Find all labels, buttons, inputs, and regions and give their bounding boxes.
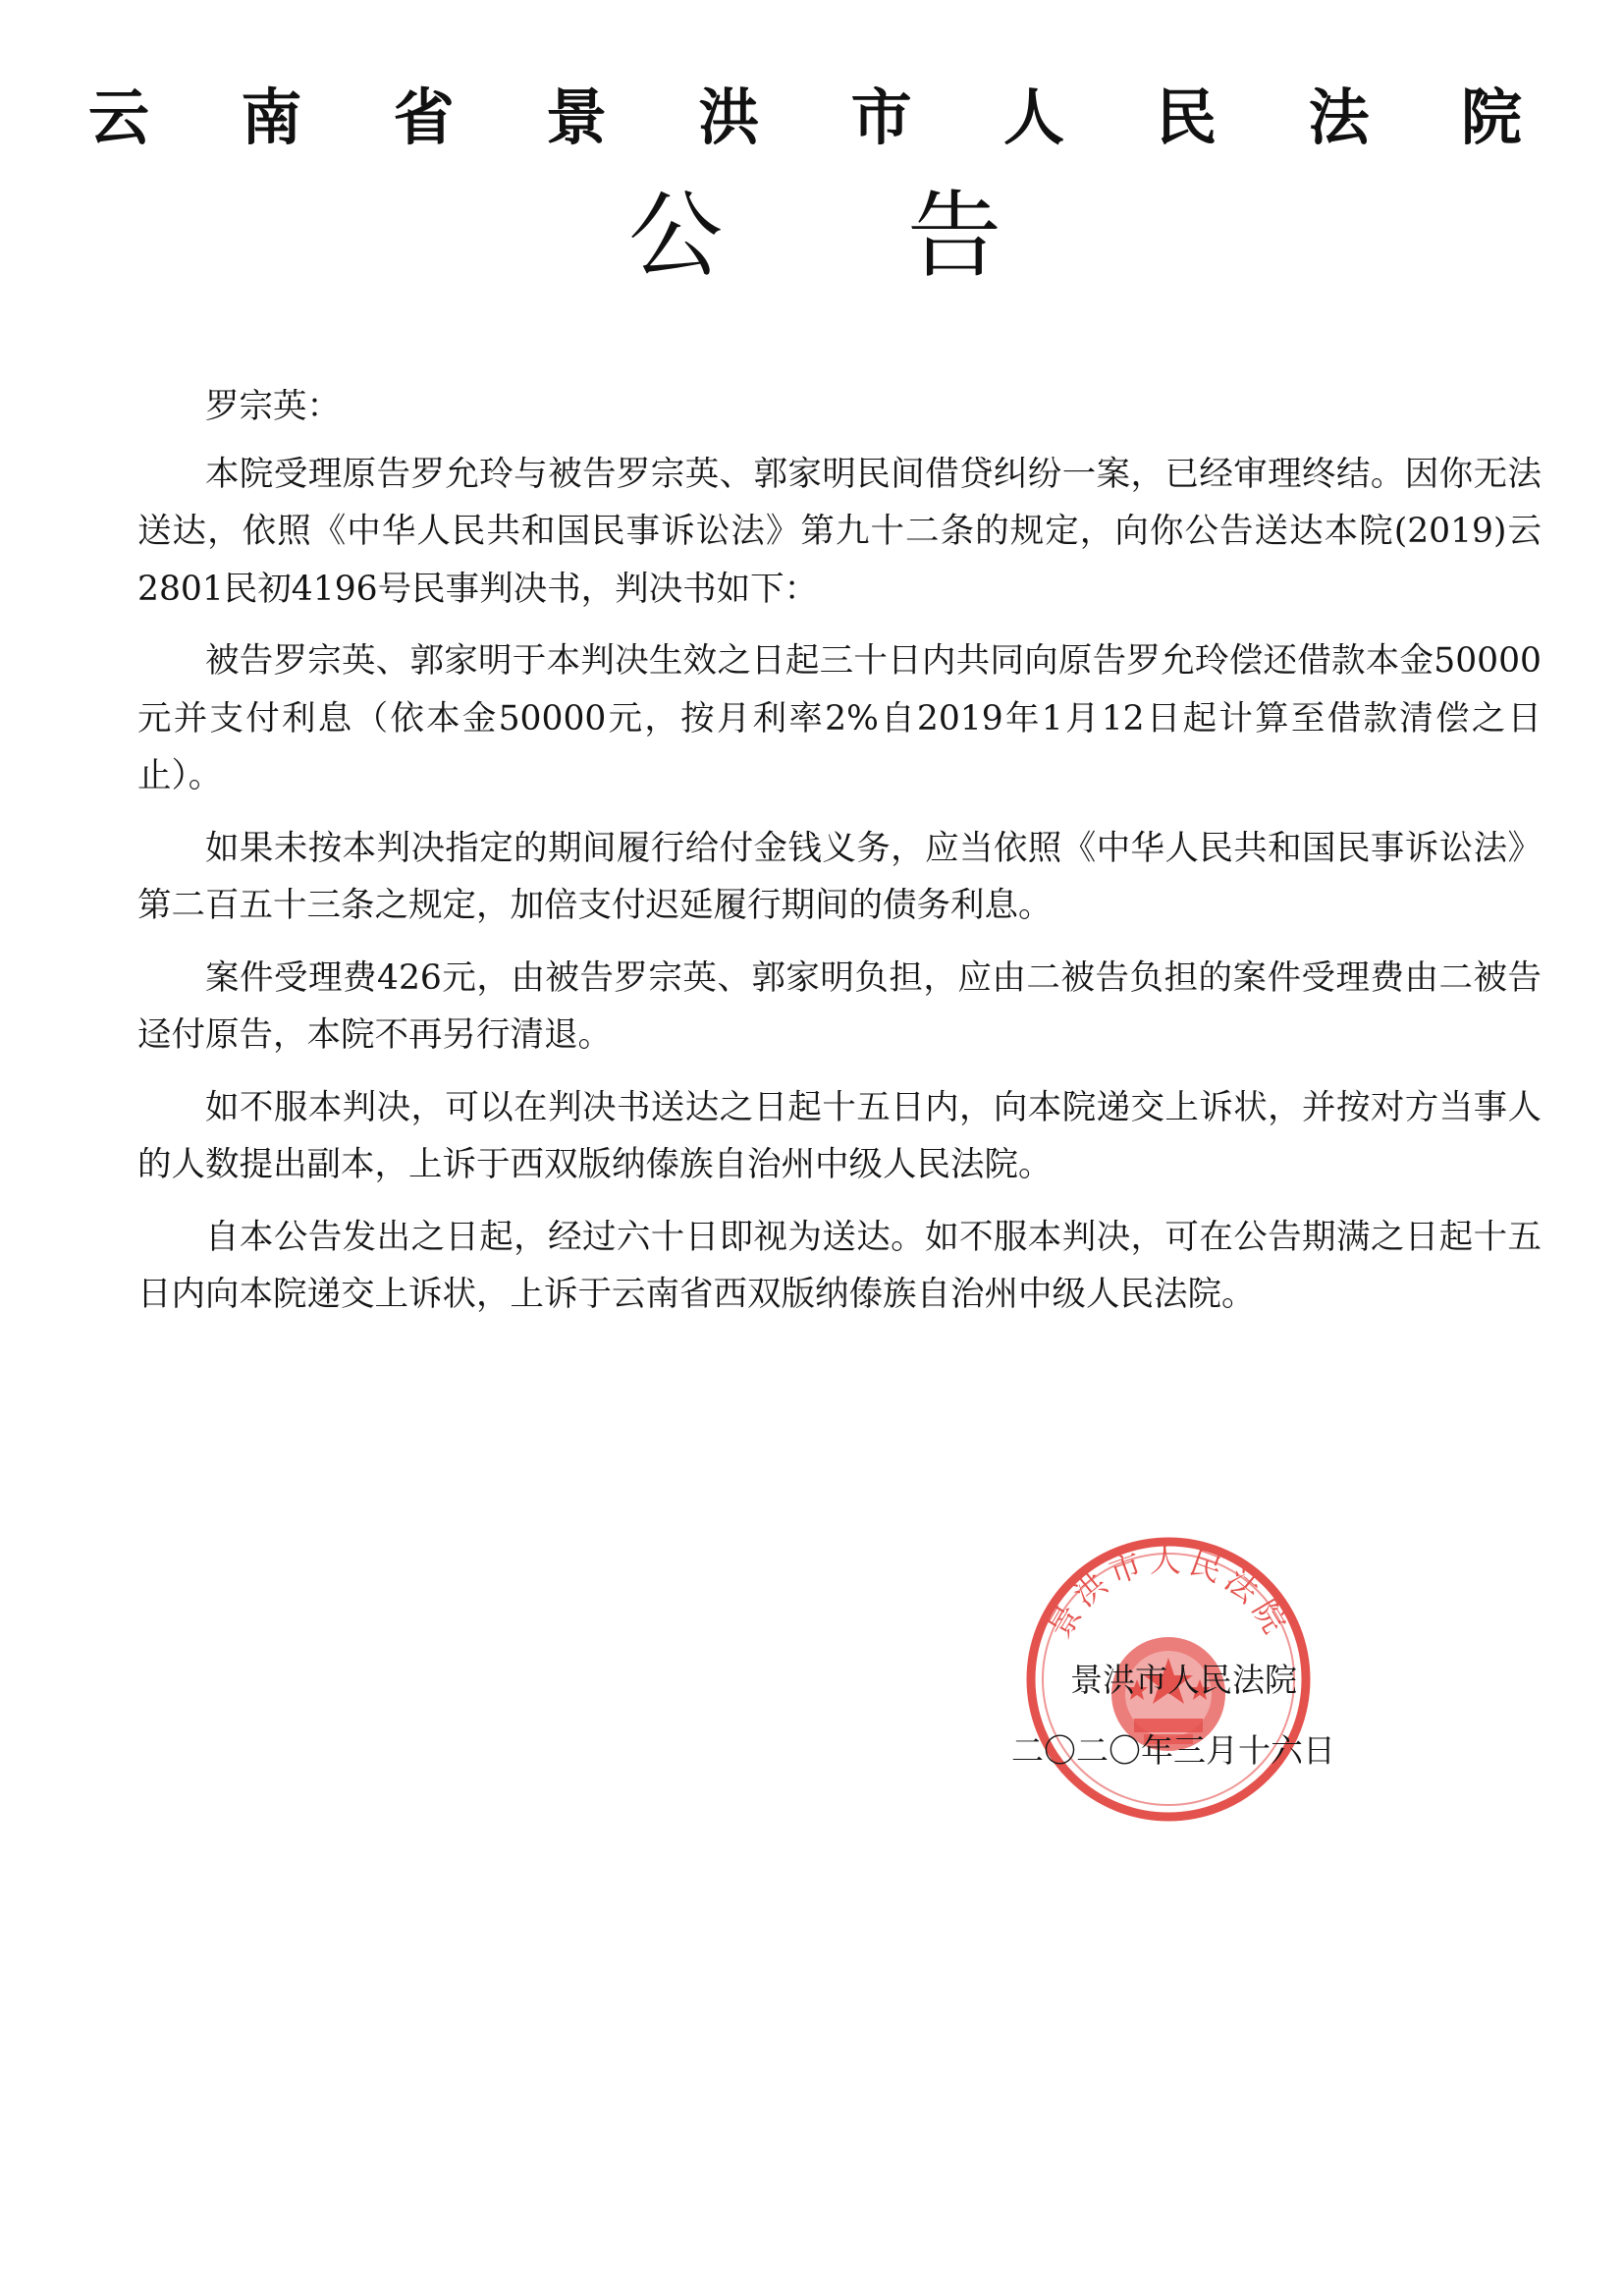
body-paragraph: 案件受理费426元，由被告罗宗英、郭家明负担，应由二被告负担的案件受理费由二被告迳付原告，本院不再另行清退。 <box>137 957 1542 1055</box>
notice-title <box>628 182 1001 290</box>
court-name-heading <box>88 74 1522 162</box>
court-name-char: 洪 <box>698 82 760 153</box>
body-paragraph: 被告罗宗英、郭家明于本判决生效之日起三十日内共同向原告罗允玲偿还借款本金50000元并支付利息（依本金50000元，按月利率2%自2019年1月12日起计算至借款清偿之日止）。 <box>137 641 1542 795</box>
court-name-char: 民 <box>1156 82 1217 153</box>
notice-body <box>137 378 1542 1339</box>
court-name-char: 景 <box>545 82 607 153</box>
seal-text: 景洪市人民法院 <box>1040 1542 1297 1645</box>
body-paragraph: 自本公告发出之日起，经过六十日即视为送达。如不服本判决，可在公告期满之日起十五日内向本院递交上诉状，上诉于云南省西双版纳傣族自治州中级人民法院。 <box>137 1217 1542 1314</box>
court-name-char: 法 <box>1308 82 1370 153</box>
signature-court: 景洪市人民法院 <box>1070 1661 1297 1699</box>
notice-title-char: 告 <box>907 181 1001 291</box>
court-name-char: 市 <box>850 82 912 153</box>
svg-text:景洪市人民法院 <box>1041 1542 1297 1645</box>
body-paragraph: 如果未按本判决指定的期间履行给付金钱义务，应当依照《中华人民共和国民事诉讼法》第二百五十三条之规定，加倍支付迟延履行期间的债务利息。 <box>137 828 1542 925</box>
court-name-char: 省 <box>393 82 455 153</box>
court-name-char: 南 <box>241 82 302 153</box>
court-name-char: 人 <box>1002 82 1064 153</box>
salutation: 罗宗英： <box>205 387 341 426</box>
signature-date: 二〇二〇年三月十六日 <box>1011 1731 1335 1770</box>
body-paragraph: 本院受理原告罗允玲与被告罗宗英、郭家明民间借贷纠纷一案，已经审理终结。因你无法送达，依照《中华人民共和国民事诉讼法》第九十二条的规定，向你公告送达本院(2019)云2801民初4196号民事判决书，判决书如下： <box>137 454 1542 609</box>
court-name-char: 云 <box>88 82 150 153</box>
body-paragraph: 如不服本判决，可以在判决书送达之日起十五日内，向本院递交上诉状，并按对方当事人的人数提出副本，上诉于西双版纳傣族自治州中级人民法院。 <box>137 1087 1542 1184</box>
court-name-char: 院 <box>1460 82 1522 153</box>
notice-title-char: 公 <box>628 181 723 291</box>
